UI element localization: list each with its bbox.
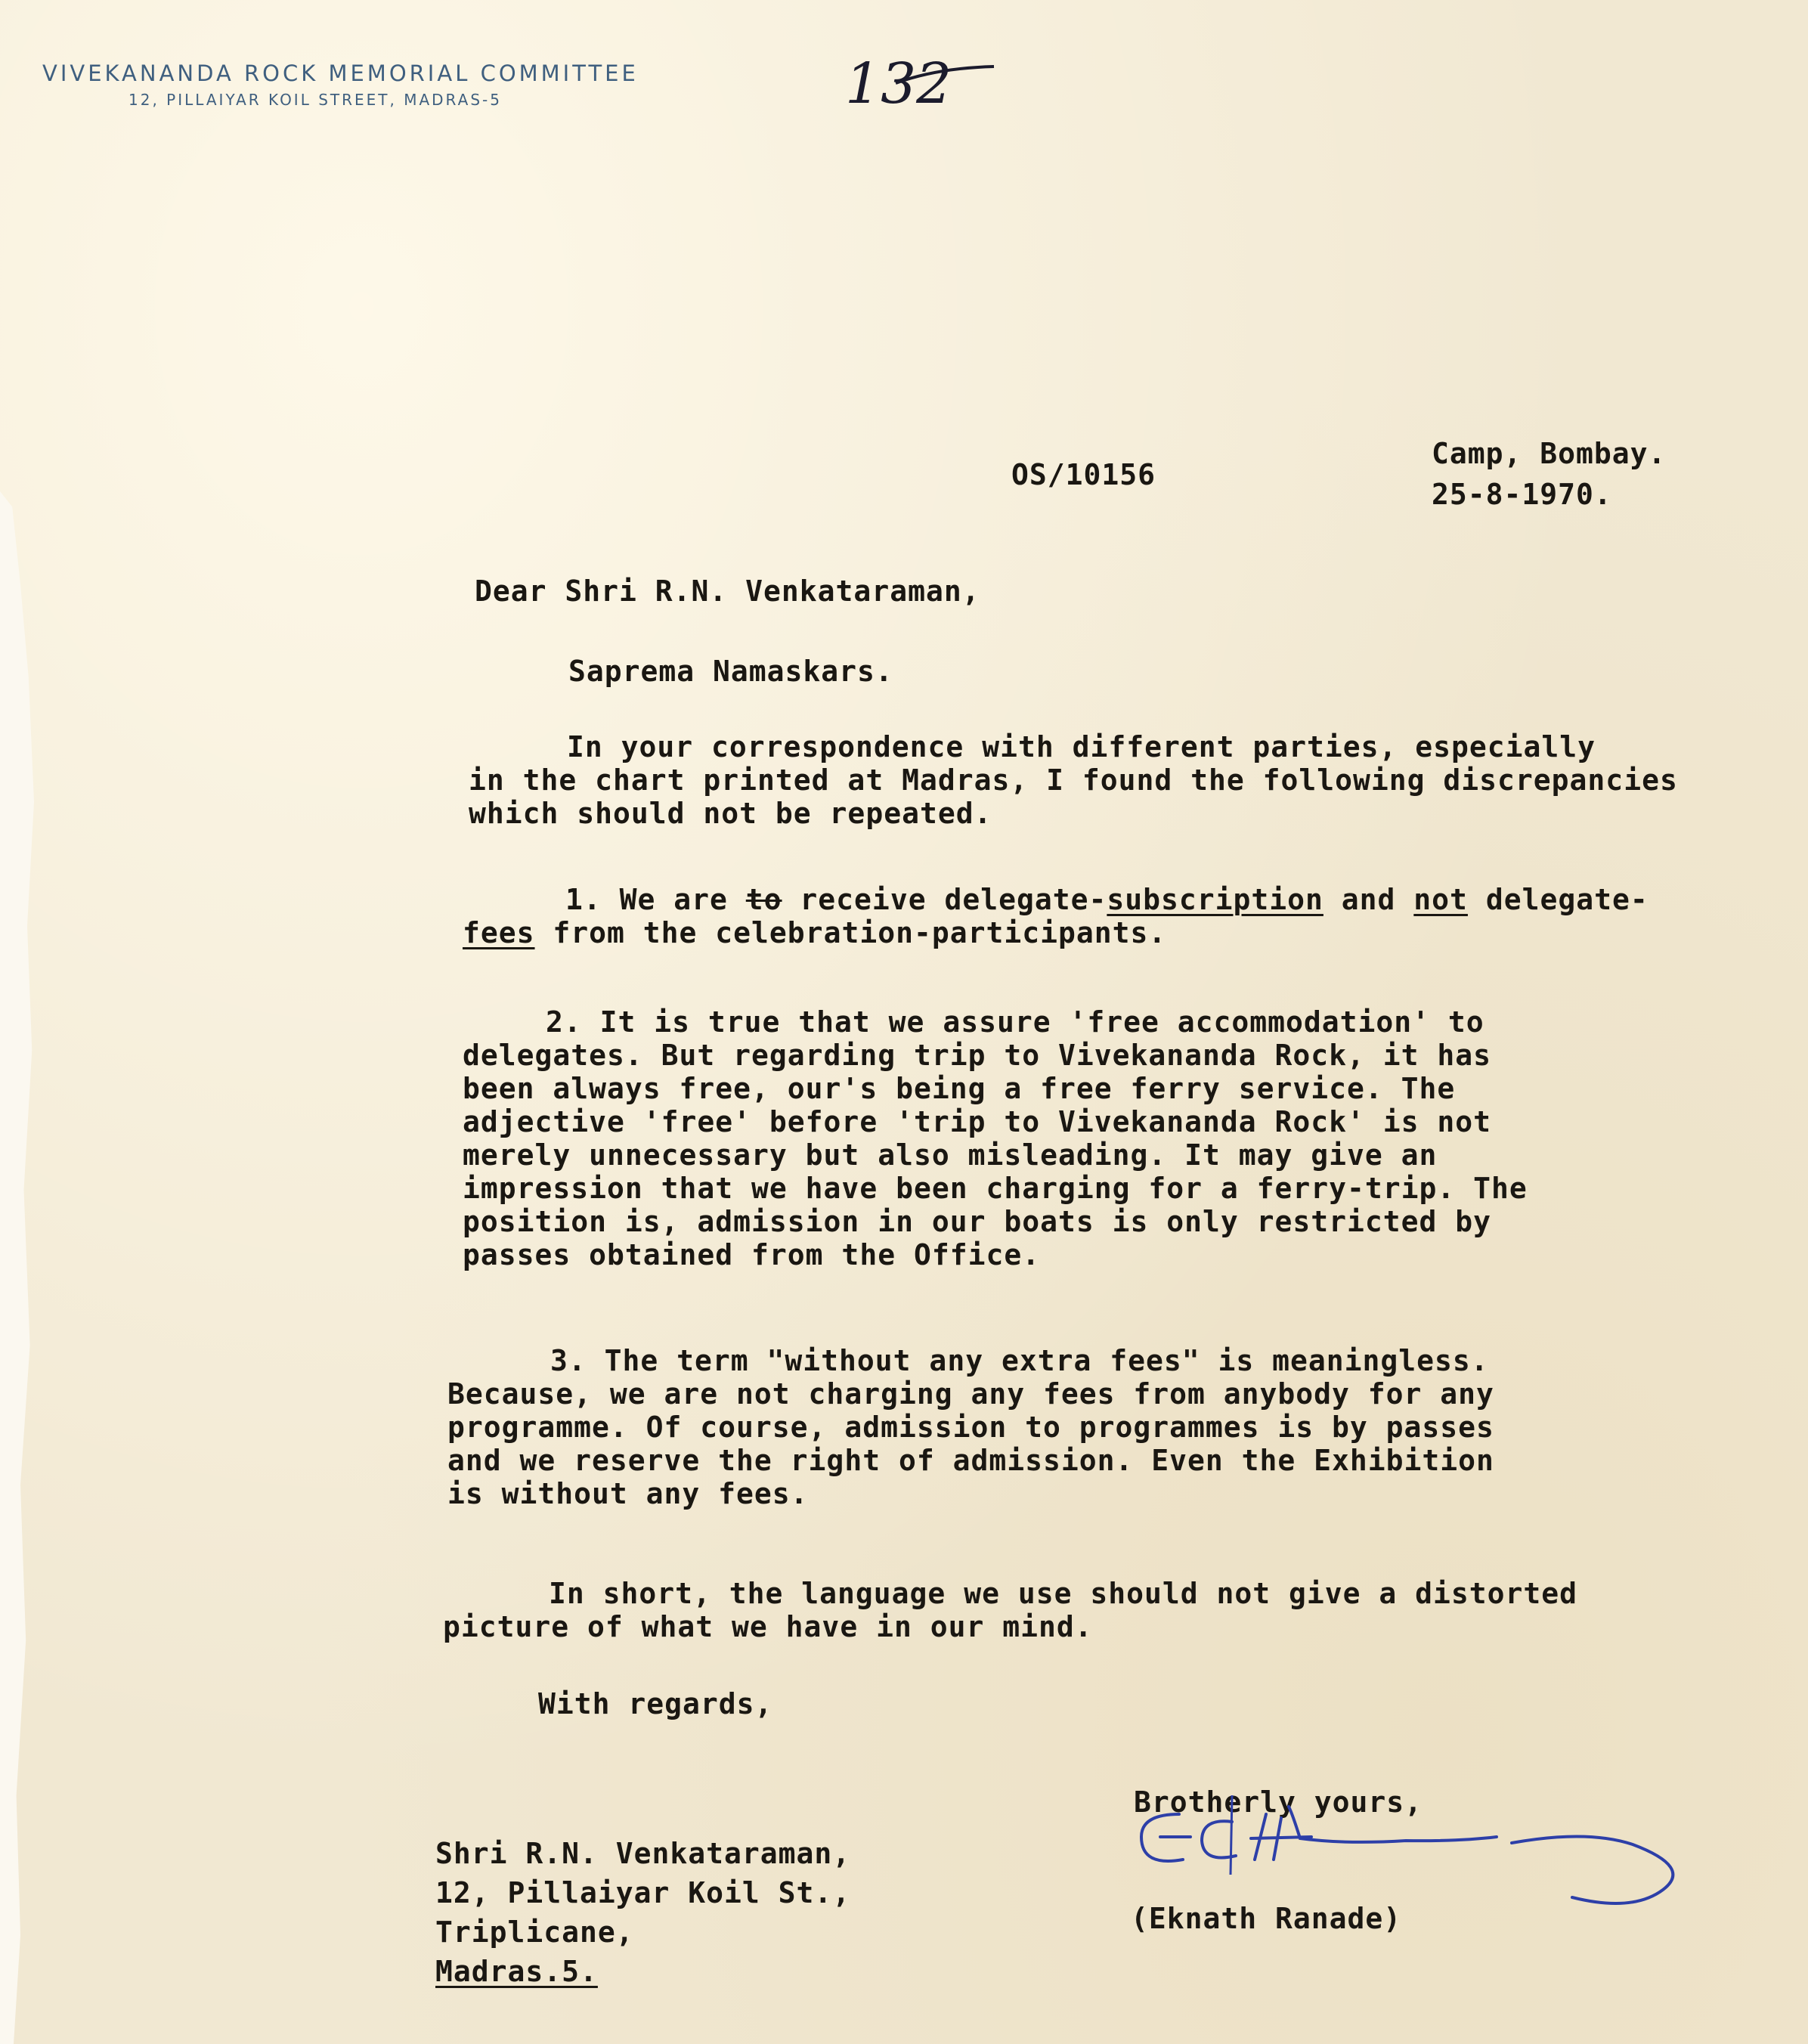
point2-line: been always free, our's being a free ferry service. The <box>463 1072 1456 1105</box>
intro-line: In your correspondence with different parties, especially <box>567 730 1596 763</box>
closing: With regards, <box>538 1687 773 1720</box>
point2-line: adjective 'free' before 'trip to Vivekananda Rock' is not <box>463 1105 1492 1138</box>
point-3 <box>447 1344 1494 1510</box>
point-2 <box>463 1005 1528 1271</box>
letterhead-org: VIVEKANANDA ROCK MEMORIAL COMMITTEE <box>42 60 639 86</box>
recipient-area: Triplicane, <box>435 1915 634 1949</box>
recipient-street: 12, Pillaiyar Koil St., <box>435 1876 851 1909</box>
point1-text: and <box>1323 883 1414 916</box>
point1-underlined-subscription: subscription <box>1107 883 1323 916</box>
recipient-city: Madras.5. <box>435 1955 598 1988</box>
recipient-name: Shri R.N. Venkataraman, <box>435 1837 851 1870</box>
point2-line: position is, admission in our boats is only restricted by <box>463 1205 1492 1238</box>
point1-underlined-fees: fees <box>463 916 535 949</box>
date: 25-8-1970. <box>1432 478 1612 511</box>
recipient-address <box>435 1834 850 1991</box>
point1-text: delegate- <box>1467 883 1649 916</box>
point2-line: merely unnecessary but also misleading. It may give an <box>463 1138 1438 1172</box>
greeting: Saprema Namaskars. <box>568 655 893 688</box>
point1-text: 1. We are <box>565 883 746 916</box>
letterhead-address: 12, PILLAIYAR KOIL STREET, MADRAS-5 <box>128 91 502 109</box>
point2-line: passes obtained from the Office. <box>463 1238 1041 1271</box>
reference-number: OS/10156 <box>1011 458 1156 491</box>
point2-line: 2. It is true that we assure 'free accommodation' to <box>546 1005 1484 1039</box>
handwritten-page-number: 132 <box>845 51 952 116</box>
point-1 <box>463 883 1649 949</box>
conclusion-paragraph <box>443 1577 1577 1643</box>
signoff: Brotherly yours, <box>1134 1785 1423 1819</box>
point3-line: 3. The term "without any extra fees" is meaningless. <box>550 1344 1489 1377</box>
point1-text: receive delegate- <box>782 883 1107 916</box>
intro-line: which should not be repeated. <box>469 797 992 830</box>
place: Camp, Bombay. <box>1432 437 1667 470</box>
signer-name: (Eknath Ranade) <box>1131 1902 1402 1935</box>
point1-struck-word: to <box>745 883 782 916</box>
point3-line: programme. Of course, admission to programmes is by passes <box>447 1411 1494 1444</box>
conclusion-line: picture of what we have in our mind. <box>443 1610 1093 1643</box>
conclusion-line: In short, the language we use should not give a distorted <box>549 1577 1578 1610</box>
intro-line: in the chart printed at Madras, I found the following discrepancies <box>469 763 1678 797</box>
salutation: Dear Shri R.N. Venkataraman, <box>475 574 980 608</box>
point3-line: and we reserve the right of admission. Even the Exhibition <box>447 1444 1494 1477</box>
point3-line: Because, we are not charging any fees from anybody for any <box>447 1377 1494 1411</box>
point1-text: from the celebration-participants. <box>534 916 1167 949</box>
page-number-underline <box>892 60 998 91</box>
point2-line: impression that we have been charging for a ferry-trip. The <box>463 1172 1528 1205</box>
point1-underlined-not: not <box>1413 883 1468 916</box>
point3-line: is without any fees. <box>447 1477 809 1510</box>
intro-paragraph <box>469 730 1678 830</box>
point2-line: delegates. But regarding trip to Vivekananda Rock, it has <box>463 1039 1492 1072</box>
